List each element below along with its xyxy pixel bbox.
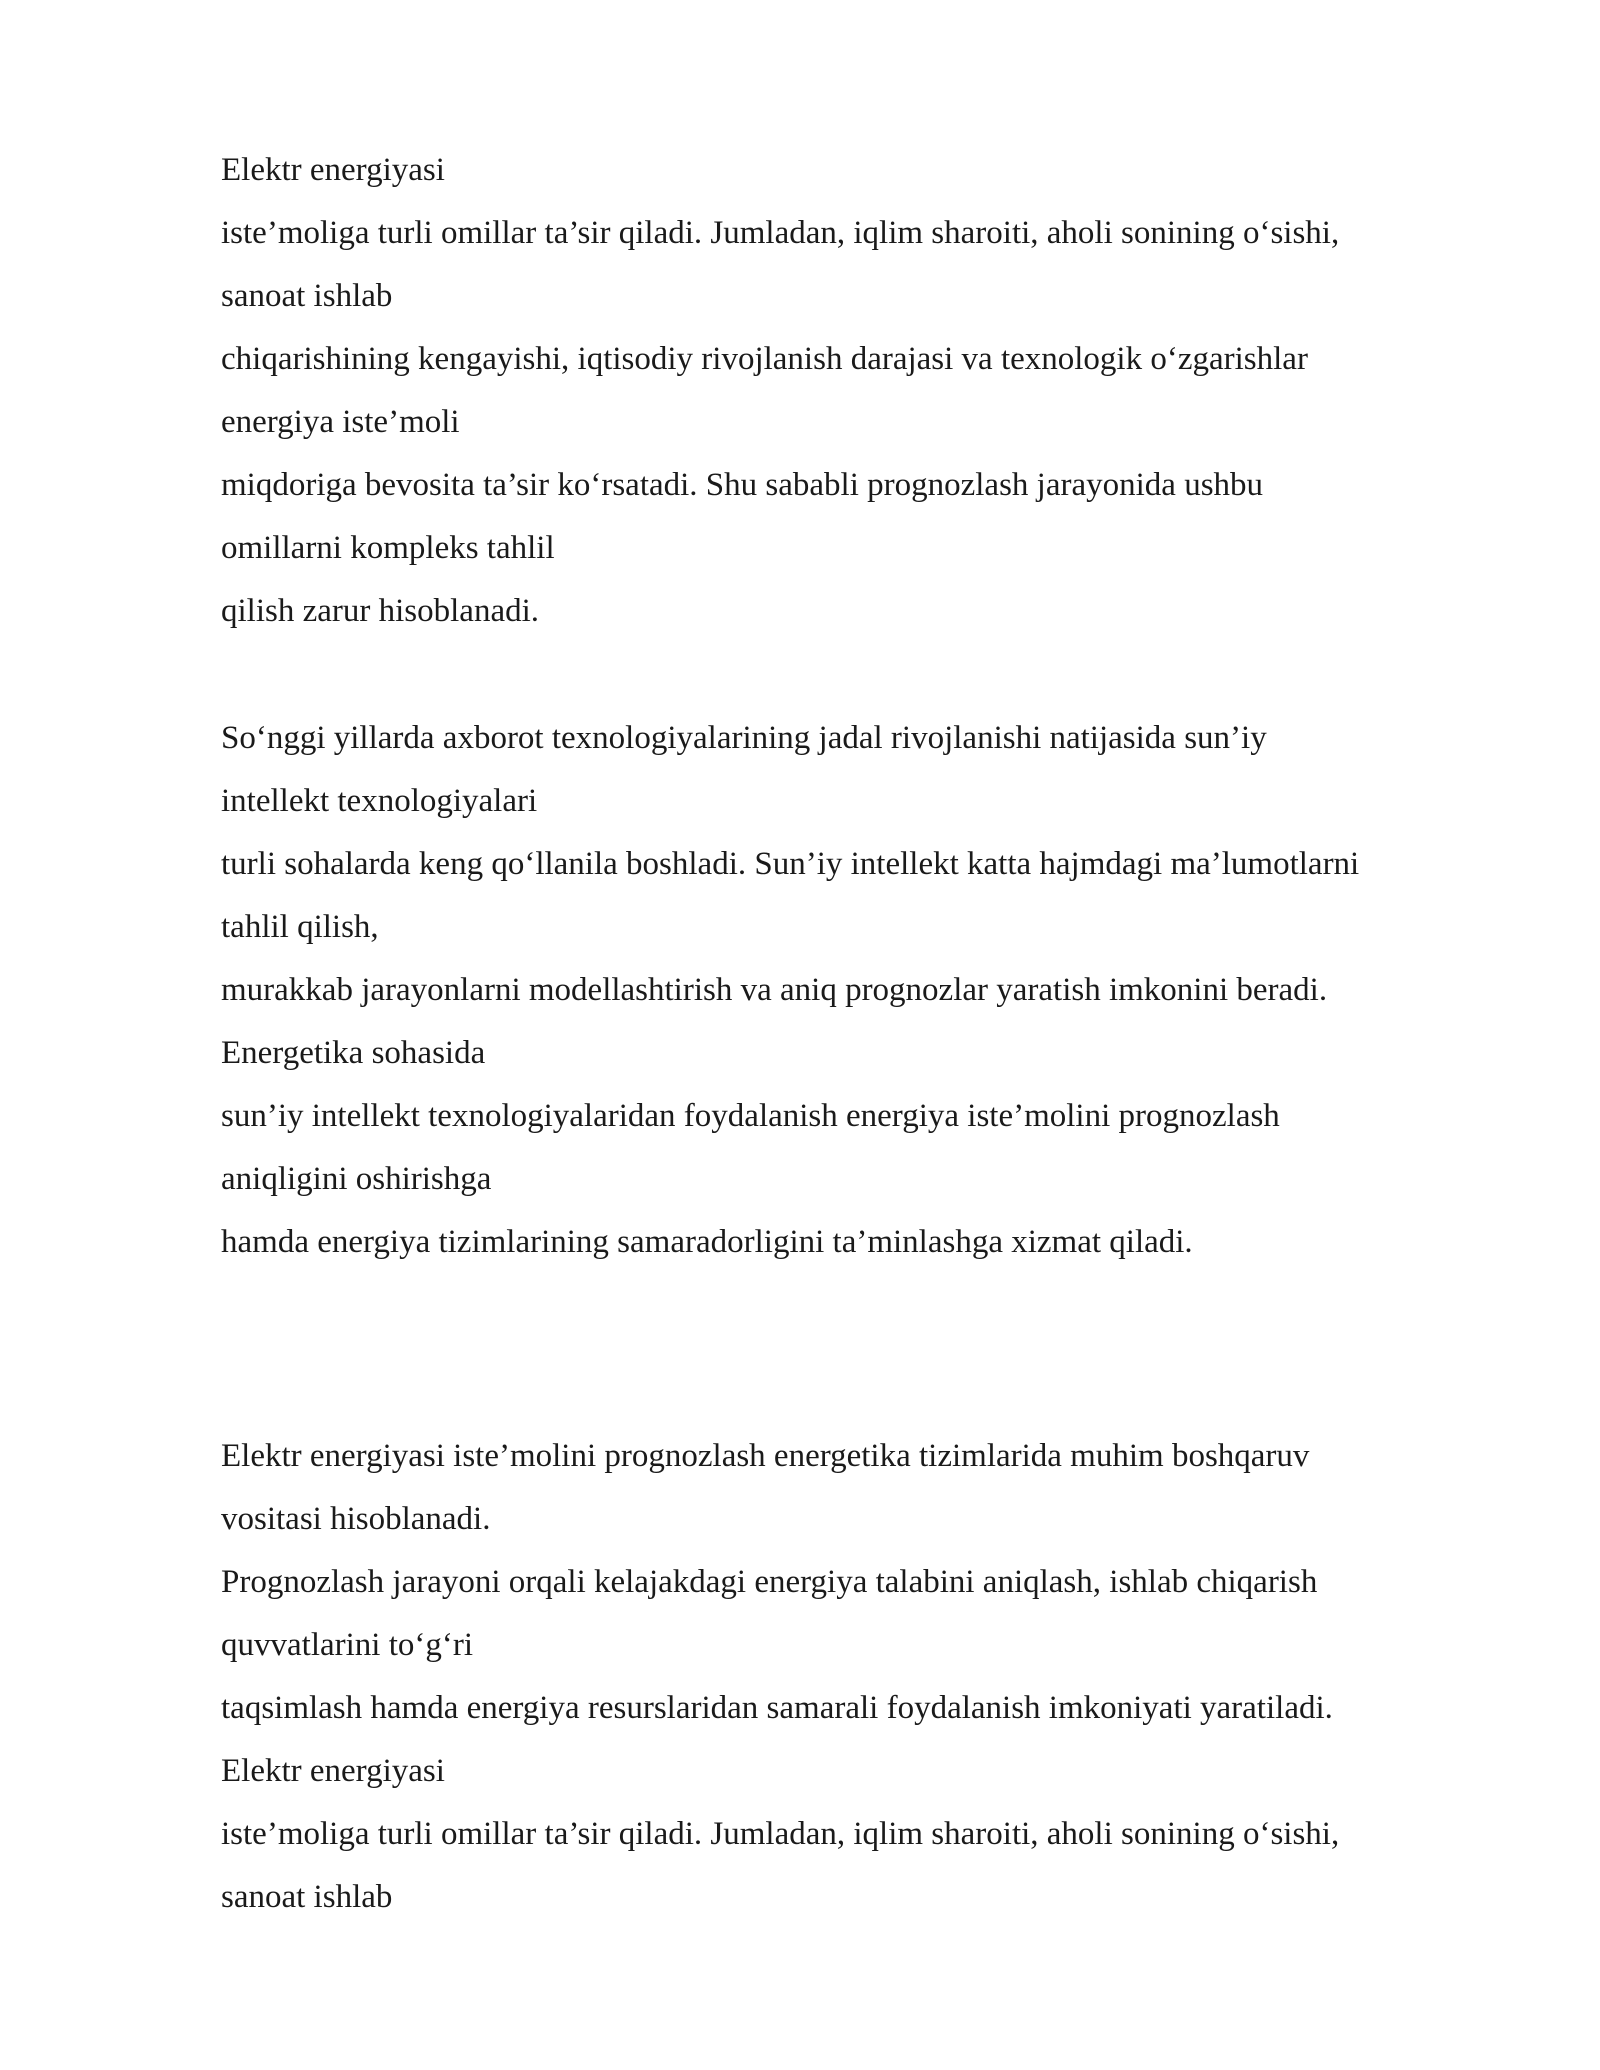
paragraph-line: qilish zarur hisoblanadi. xyxy=(221,593,540,629)
paragraph-line: chiqarishining kengayishi, iqtisodiy rivojlanish darajasi va texnologik o‘zgarishlar xyxy=(221,341,1308,377)
paragraph-line: iste’moliga turli omillar ta’sir qiladi. Jumladan, iqlim sharoiti, aholi sonining o‘sishi, xyxy=(221,1816,1340,1852)
paragraph-line: intellekt texnologiyalari xyxy=(221,783,538,819)
paragraph-line: iste’moliga turli omillar ta’sir qiladi. Jumladan, iqlim sharoiti, aholi sonining o‘sishi, xyxy=(221,215,1340,251)
paragraph-line: murakkab jarayonlarni modellashtirish va aniq prognozlar yaratish imkonini beradi. xyxy=(221,972,1328,1008)
paragraph-line: tahlil qilish, xyxy=(221,909,379,945)
paragraph-2 xyxy=(221,707,1561,1274)
paragraph-line: energiya iste’moli xyxy=(221,404,460,440)
paragraph-line: quvvatlarini to‘g‘ri xyxy=(221,1627,474,1663)
paragraph-line: aniqligini oshirishga xyxy=(221,1161,492,1197)
paragraph-line: Elektr energiyasi xyxy=(221,1753,445,1789)
paragraph-line: sanoat ishlab xyxy=(221,1879,393,1915)
paragraph-1 xyxy=(221,139,1561,643)
paragraph-line: Energetika sohasida xyxy=(221,1035,486,1071)
paragraph-line: Prognozlash jarayoni orqali kelajakdagi energiya talabini aniqlash, ishlab chiqarish xyxy=(221,1564,1318,1600)
paragraph-line: Elektr energiyasi iste’molini prognozlash energetika tizimlarida muhim boshqaruv xyxy=(221,1438,1310,1474)
paragraph-line: taqsimlash hamda energiya resurslaridan samarali foydalanish imkoniyati yaratiladi. xyxy=(221,1690,1333,1726)
paragraph-3 xyxy=(221,1425,1561,1929)
paragraph-line: sanoat ishlab xyxy=(221,278,393,314)
paragraph-line: Elektr energiyasi xyxy=(221,152,445,188)
paragraph-line: sun’iy intellekt texnologiyalaridan foydalanish energiya iste’molini prognozlash xyxy=(221,1098,1280,1134)
paragraph-line: omillarni kompleks tahlil xyxy=(221,530,555,566)
paragraph-line: hamda energiya tizimlarining samaradorligini ta’minlashga xizmat qiladi. xyxy=(221,1224,1193,1260)
paragraph-line: miqdoriga bevosita ta’sir ko‘rsatadi. Shu sababli prognozlash jarayonida ushbu xyxy=(221,467,1264,503)
paragraph-line: vositasi hisoblanadi. xyxy=(221,1501,491,1537)
paragraph-line: turli sohalarda keng qo‘llanila boshladi. Sun’iy intellekt katta hajmdagi ma’lumotlarni xyxy=(221,846,1360,882)
paragraph-line: So‘nggi yillarda axborot texnologiyalarining jadal rivojlanishi natijasida sun’iy xyxy=(221,720,1267,756)
